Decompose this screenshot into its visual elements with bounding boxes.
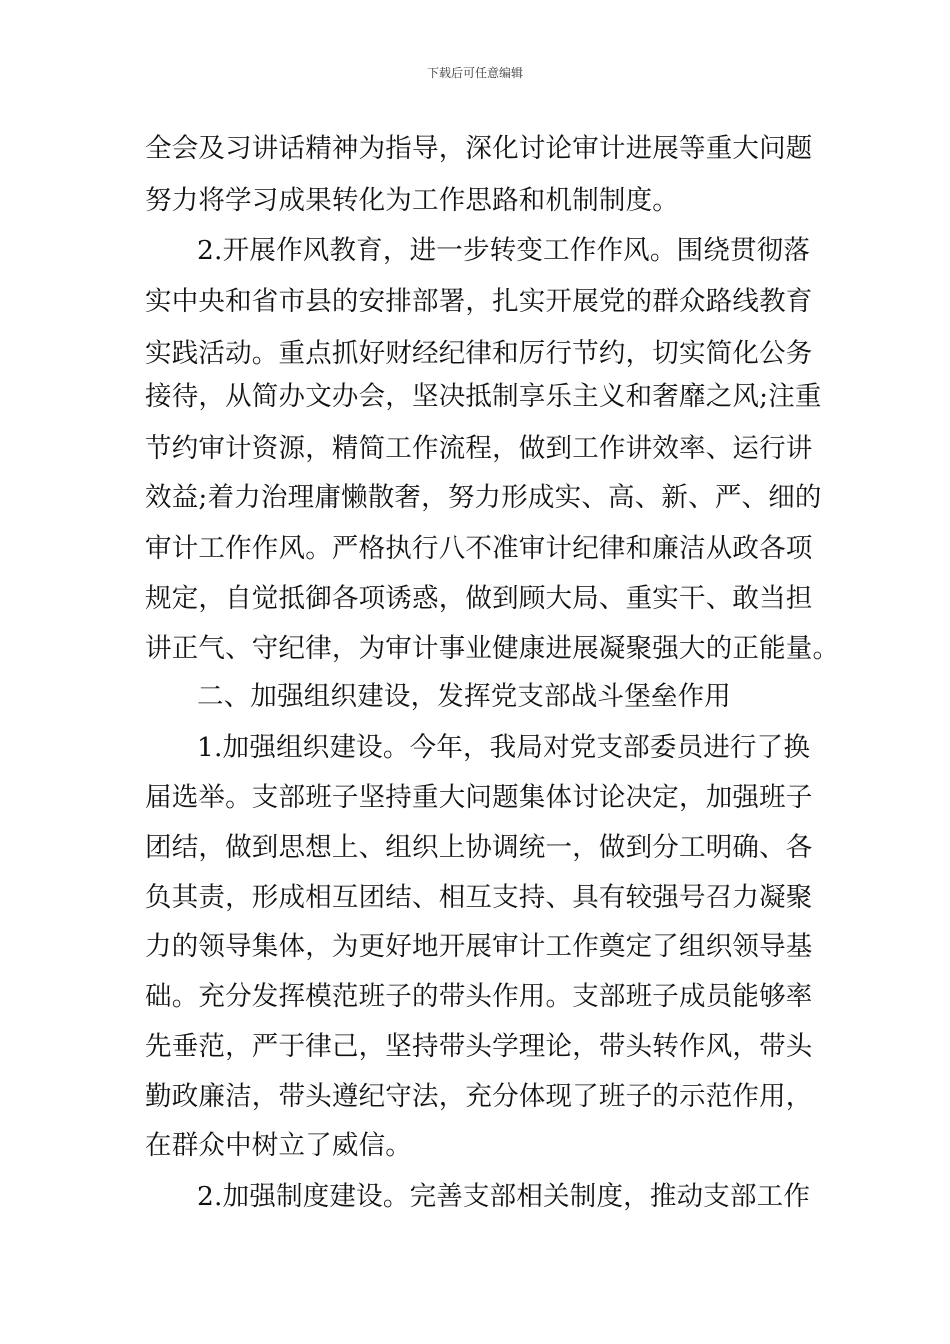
section-heading: 二、加强组织建设，发挥党支部战斗堡垒作用 xyxy=(197,681,731,712)
body-text-line: 勤政廉洁，带头遵纪守法，充分体现了班子的示范作用， xyxy=(145,1081,813,1112)
body-text-line: 努力将学习成果转化为工作思路和机制制度。 xyxy=(145,185,679,216)
body-text-line: 团结，做到思想上、组织上协调统一，做到分工明确、各 xyxy=(145,832,813,863)
paragraph-first-line: 1.加强组织建设。今年，我局对党支部委员进行了换 xyxy=(197,732,811,763)
body-text-line: 全会及习讲话精神为指导，深化讨论审计进展等重大问题 xyxy=(145,133,813,164)
body-text-line: 先垂范，严于律己，坚持带头学理论，带头转作风，带头 xyxy=(145,1031,813,1062)
body-text-line: 规定，自觉抵御各项诱惑，做到顾大局、重实干、敢当担 xyxy=(145,583,813,614)
paragraph-first-line: 2.加强制度建设。完善支部相关制度，推动支部工作 xyxy=(197,1181,811,1212)
body-text-line: 讲正气、守纪律，为审计事业健康进展凝聚强大的正能量。 xyxy=(145,633,840,664)
body-text-line: 实践活动。重点抓好财经纪律和厉行节约，切实简化公务 xyxy=(145,338,813,369)
body-text-line: 效益;着力治理庸懒散奢，努力形成实、高、新、严、细的 xyxy=(145,482,822,513)
body-text-line: 力的领导集体，为更好地开展审计工作奠定了组织领导基 xyxy=(145,931,813,962)
body-text-line: 负其责，形成相互团结、相互支持、具有较强号召力凝聚 xyxy=(145,882,813,913)
body-text-line: 础。充分发挥模范班子的带头作用。支部班子成员能够率 xyxy=(145,981,813,1012)
body-text-line: 实中央和省市县的安排部署，扎实开展党的群众路线教育 xyxy=(145,286,813,317)
body-text-line: 接待，从简办文办会，坚决抵制享乐主义和奢靡之风;注重 xyxy=(145,381,822,412)
body-text-line: 审计工作作风。严格执行八不准审计纪律和廉洁从政各项 xyxy=(145,533,813,564)
body-text-line: 届选举。支部班子坚持重大问题集体讨论决定，加强班子 xyxy=(145,782,813,813)
page-header-note: 下载后可任意编辑 xyxy=(426,66,523,80)
body-text-line: 节约审计资源，精简工作流程，做到工作讲效率、运行讲 xyxy=(145,433,813,464)
body-text-line: 在群众中树立了威信。 xyxy=(145,1130,412,1161)
paragraph-first-line: 2.开展作风教育，进一步转变工作作风。围绕贯彻落 xyxy=(197,235,811,266)
